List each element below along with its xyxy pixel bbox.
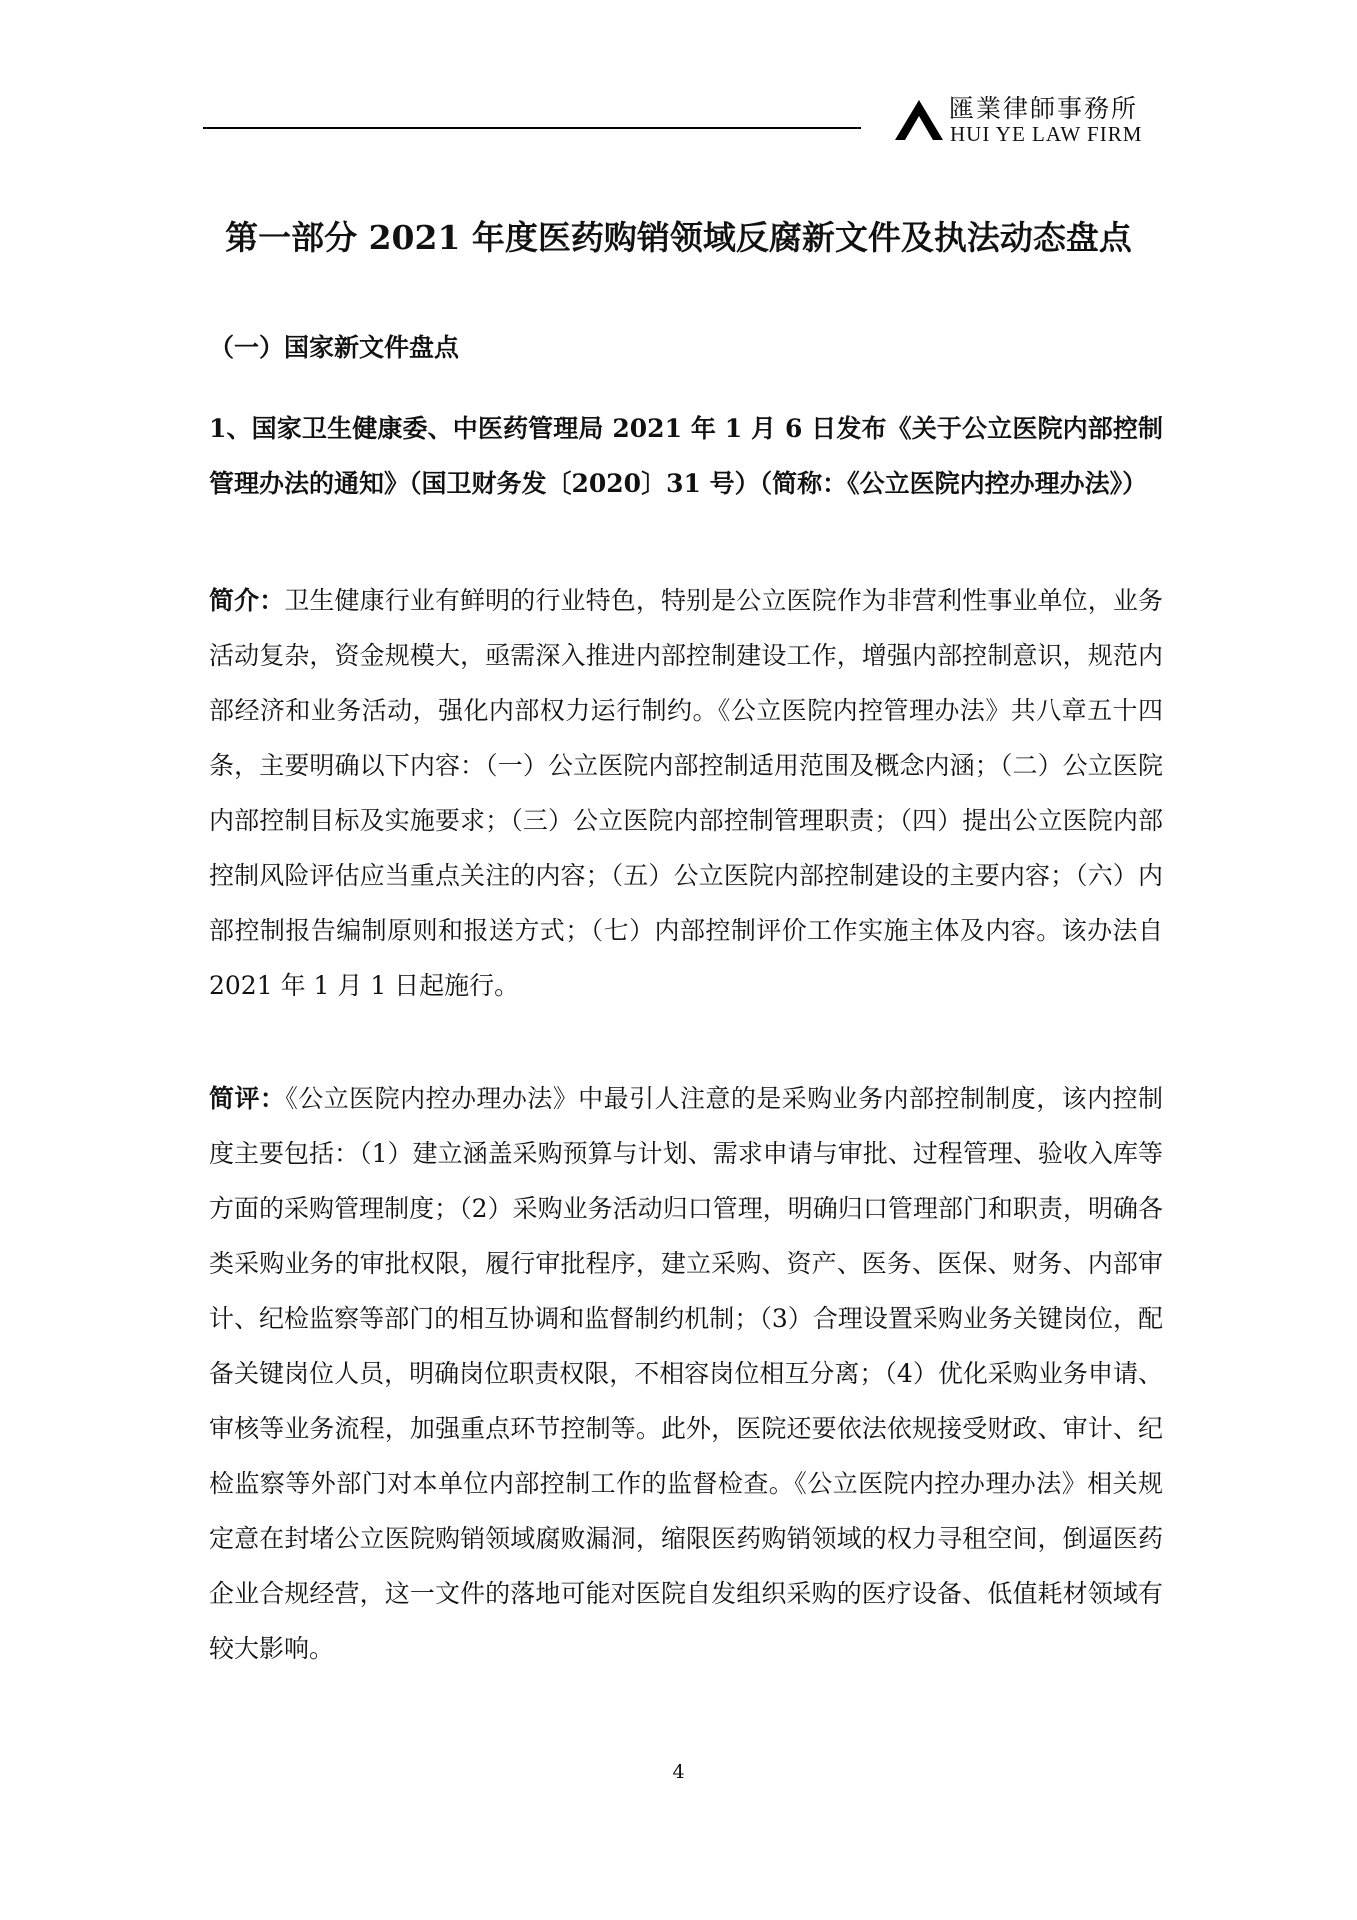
intro-text: 卫生健康行业有鲜明的行业特色，特别是公立医院作为非营利性事业单位，业务活动复杂，资金规模大，亟需深入推进内部控制建设工作，增强内部控制意识，规范内部经济和业务活动，强化内部权力运行制约。《公立医院内控管理办法》共八章五十四条，主要明确以下内容：（一）公立医院内部控制适用范围及概念内涵；（二）公立医院内部控制目标及实施要求；（三）公立医院内部控制管理职责；（四）提出公立医院内部控制风险评估应当重点关注的内容；（五）公立医院内部控制建设的主要内容；（六）内部控制报告编制原则和报送方式；（七）内部控制评价工作实施主体及内容。该办法自 2021 年 1 月 1 日起施行。 <box>209 586 1163 1000</box>
review-text: 《公立医院内控办理办法》中最引人注意的是采购业务内部控制制度，该内控制度主要包括：（1）建立涵盖采购预算与计划、需求申请与审批、过程管理、验收入库等方面的采购管理制度；（2）采购业务活动归口管理，明确归口管理部门和职责，明确各类采购业务的审批权限，履行审批程序，建立采购、资产、医务、医保、财务、内部审计、纪检监察等部门的相互协调和监督制约机制；（3）合理设置采购业务关键岗位，配备关键岗位人员，明确岗位职责权限，不相容岗位相互分离；（4）优化采购业务申请、审核等业务流程，加强重点环节控制等。此外，医院还要依法依规接受财政、审计、纪检监察等外部门对本单位内部控制工作的监督检查。《公立医院内控办理办法》相关规定意在封堵公立医院购销领域腐败漏洞，缩限医药购销领域的权力寻租空间，倒逼医药企业合规经营，这一文件的落地可能对医院自发组织采购的医疗设备、低值耗材领域有较大影响。 <box>209 1084 1163 1663</box>
section-heading: （一）国家新文件盘点 <box>209 333 460 362</box>
intro-paragraph <box>209 573 1163 1013</box>
review-paragraph <box>209 1071 1163 1676</box>
page-title: 第一部分 2021 年度医药购销领域反腐新文件及执法动态盘点 <box>225 218 1132 257</box>
review-label: 简评： <box>209 1084 286 1113</box>
intro-label: 简介： <box>209 586 285 615</box>
firm-name-cn: 匯業律師事務所 <box>949 94 1139 123</box>
item-heading: 1、国家卫生健康委、中医药管理局 2021 年 1 月 6 日发布《关于公立医院内部控制管理办法的通知》（国卫财务发〔2020〕31 号）（简称：《公立医院内控办理办法》） <box>209 414 1163 498</box>
firm-logo <box>893 94 1153 144</box>
firm-name-en: HUI YE LAW FIRM <box>950 122 1143 146</box>
header-rule <box>203 127 861 129</box>
page-number: 4 <box>672 1761 685 1783</box>
triangle-a-logo-icon <box>893 98 945 142</box>
